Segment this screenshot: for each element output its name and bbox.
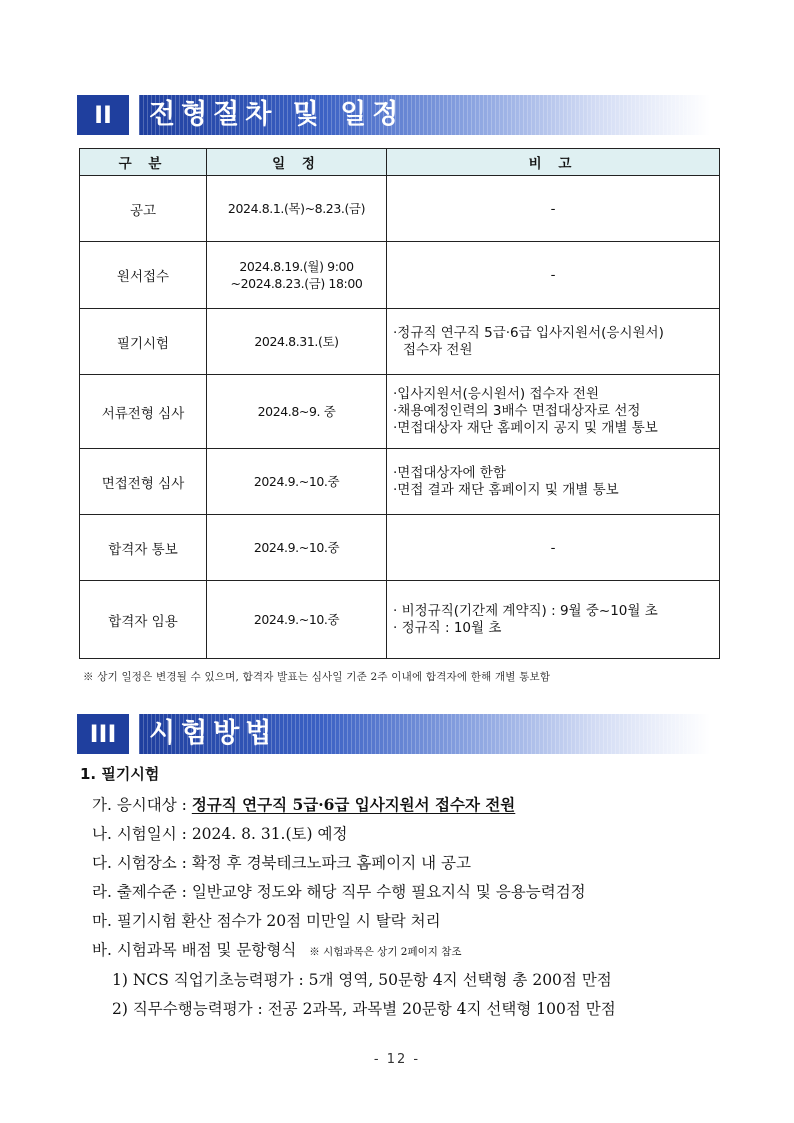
section-2-header bbox=[77, 95, 710, 135]
stage-cell: 원서접수 bbox=[80, 242, 207, 309]
section-2-title-band bbox=[139, 95, 710, 135]
header-remarks: 비 고 bbox=[387, 149, 720, 176]
remarks-line: ·면접 결과 재단 홈페이지 및 개별 통보 bbox=[393, 481, 619, 498]
date-cell bbox=[207, 309, 387, 375]
remarks-cell bbox=[387, 242, 720, 309]
table-row bbox=[80, 242, 720, 309]
item-label: 나. 시험일시 : bbox=[92, 825, 187, 843]
date-cell bbox=[207, 515, 387, 581]
item-label: 다. 시험장소 : bbox=[92, 854, 187, 872]
date-line: 2024.9.~10.중 bbox=[253, 612, 340, 627]
item-value: 시험과목 배점 및 문항형식 bbox=[116, 941, 297, 959]
remarks-line: ·면접대상자에 한함 bbox=[393, 464, 506, 481]
page-number: - 12 - bbox=[373, 1052, 421, 1067]
date-cell bbox=[207, 581, 387, 659]
date-line: ~2024.8.23.(금) 18:00 bbox=[230, 276, 363, 291]
remarks-line: - bbox=[550, 200, 556, 217]
remarks-line: ·채용예정인력의 3배수 면접대상자로 선정 bbox=[393, 403, 641, 419]
exam-item-datetime bbox=[92, 822, 347, 844]
date-line: 2024.9.~10.중 bbox=[253, 474, 340, 489]
remarks-cell bbox=[387, 176, 720, 242]
stage-cell: 서류전형 심사 bbox=[80, 375, 207, 449]
date-line: 2024.9.~10.중 bbox=[253, 540, 340, 555]
remarks-line: ·정규직 연구직 5급·6급 입사지원서(응시원서) bbox=[393, 324, 664, 341]
date-line: 2024.8.31.(토) bbox=[254, 334, 339, 349]
stage-cell: 공고 bbox=[80, 176, 207, 242]
exam-item-location bbox=[92, 851, 471, 873]
item-label: 라. 출제수준 : bbox=[92, 883, 187, 901]
date-cell bbox=[207, 242, 387, 309]
item-value: 일반교양 정도와 해당 직무 수행 필요지식 및 응용능력검정 bbox=[191, 883, 586, 901]
date-cell bbox=[207, 449, 387, 515]
date-cell bbox=[207, 176, 387, 242]
table-row bbox=[80, 449, 720, 515]
stage-cell: 면접전형 심사 bbox=[80, 449, 207, 515]
header-category: 구 분 bbox=[80, 149, 207, 176]
section-3-title: 시험방법 bbox=[149, 718, 278, 749]
written-exam-heading: 1. 필기시험 bbox=[80, 765, 160, 783]
schedule-footnote: ※ 상기 일정은 변경될 수 있으며, 합격자 발표는 심사일 기준 2주 이내에 합격자에 한해 개별 통보함 bbox=[83, 671, 551, 683]
date-cell bbox=[207, 375, 387, 449]
exam-item-level bbox=[92, 880, 586, 902]
item-label: 가. 응시대상 : bbox=[92, 796, 187, 814]
section-2-number: II bbox=[77, 95, 129, 135]
stage-cell: 합격자 임용 bbox=[80, 581, 207, 659]
table-row bbox=[80, 375, 720, 449]
item-value: 필기시험 환산 점수가 20점 미만일 시 탈락 처리 bbox=[116, 912, 441, 930]
table-row bbox=[80, 309, 720, 375]
remarks-line: · 정규직 : 10월 초 bbox=[393, 619, 502, 636]
remarks-cell bbox=[387, 449, 720, 515]
remarks-cell bbox=[387, 581, 720, 659]
remarks-cell bbox=[387, 515, 720, 581]
section-2-title: 전형절차 및 일정 bbox=[149, 99, 405, 130]
remarks-cell bbox=[387, 375, 720, 449]
item-value: 2024. 8. 31.(토) 예정 bbox=[191, 825, 348, 843]
exam-subitem-job-competency: 2) 직무수행능력평가 : 전공 2과목, 과목별 20문항 4지 선택형 100점 만점 bbox=[112, 1000, 616, 1018]
remarks-line: ·입사지원서(응시원서) 접수자 전원 bbox=[393, 386, 599, 402]
table-row bbox=[80, 515, 720, 581]
date-line: 2024.8.19.(월) 9:00 bbox=[239, 259, 354, 274]
section-3-header bbox=[77, 714, 710, 754]
schedule-header-row bbox=[80, 149, 720, 176]
date-line: 2024.8~9. 중 bbox=[257, 404, 336, 419]
table-row bbox=[80, 581, 720, 659]
remarks-cell bbox=[387, 309, 720, 375]
remarks-line: ·면접대상자 재단 홈페이지 공지 및 개별 통보 bbox=[393, 420, 658, 436]
remarks-line: 접수자 전원 bbox=[403, 341, 473, 358]
item-value: 확정 후 경북테크노파크 홈페이지 내 공고 bbox=[191, 854, 471, 872]
exam-item-cutoff bbox=[92, 909, 441, 931]
item-value: 정규직 연구직 5급·6급 입사지원서 접수자 전원 bbox=[191, 795, 516, 814]
exam-item-subjects bbox=[92, 938, 462, 960]
stage-cell: 합격자 통보 bbox=[80, 515, 207, 581]
item-note: ※ 시험과목은 상기 2페이지 참조 bbox=[309, 946, 462, 958]
item-label: 마. bbox=[92, 912, 112, 930]
date-line: 2024.8.1.(목)~8.23.(금) bbox=[227, 201, 366, 216]
remarks-line: · 비정규직(기간제 계약직) : 9월 중~10월 초 bbox=[393, 602, 658, 619]
stage-cell: 필기시험 bbox=[80, 309, 207, 375]
exam-subitem-ncs: 1) NCS 직업기초능력평가 : 5개 영역, 50문항 4지 선택형 총 200점 만점 bbox=[112, 971, 612, 989]
section-3-number: III bbox=[77, 714, 129, 754]
item-label: 바. bbox=[92, 941, 112, 959]
table-row bbox=[80, 176, 720, 242]
remarks-line: - bbox=[550, 267, 556, 283]
section-3-title-band bbox=[139, 714, 710, 754]
schedule-table bbox=[79, 148, 720, 659]
exam-item-eligibility bbox=[92, 793, 515, 815]
header-date: 일 정 bbox=[207, 149, 387, 176]
remarks-line: - bbox=[550, 539, 556, 556]
